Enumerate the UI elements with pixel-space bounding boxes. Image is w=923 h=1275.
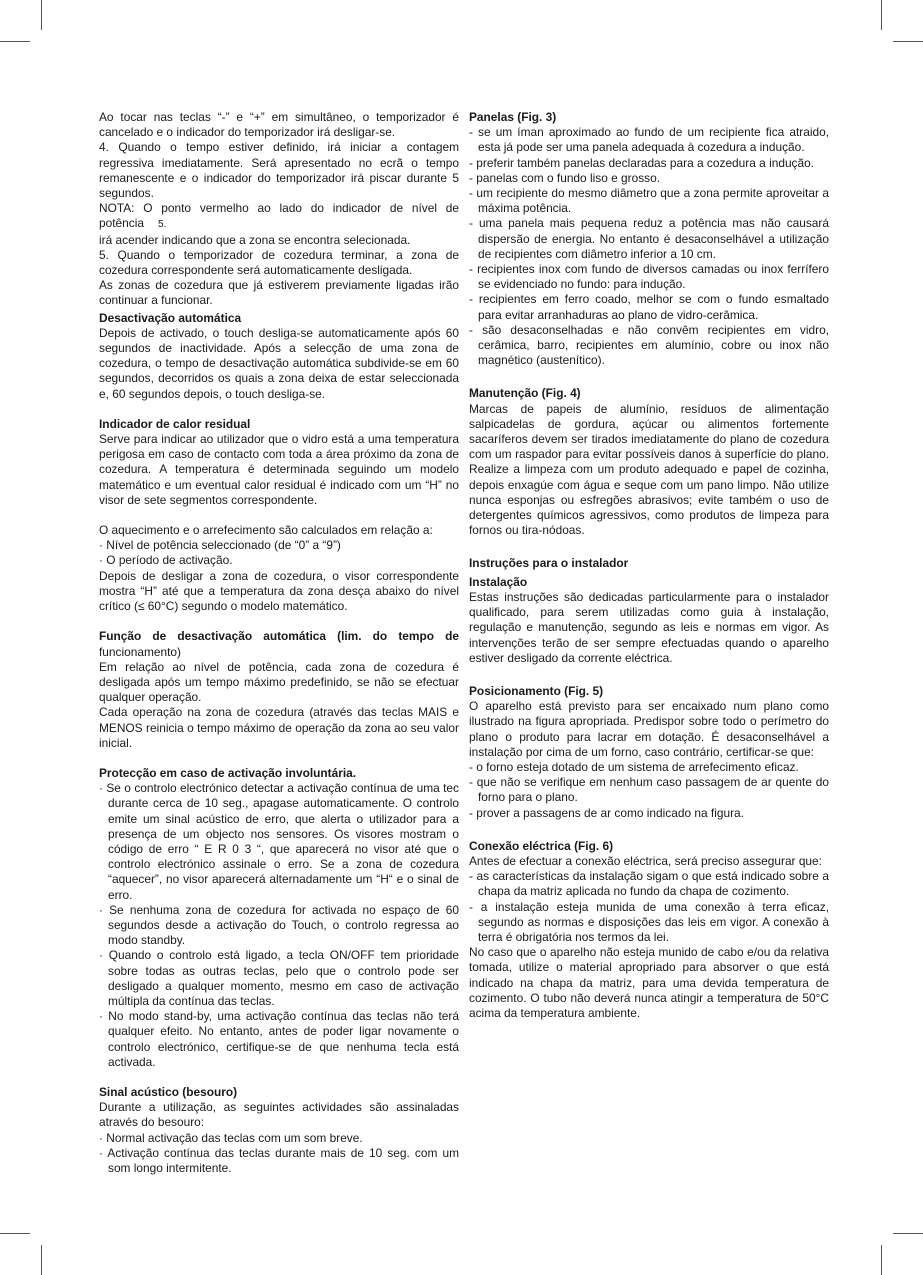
pans-item: - preferir também panelas declaradas para a cozedura a indução. — [469, 155, 815, 170]
electrical-after: No caso que o aparelho não esteja munido de cabo e/ou da relativa tomada, utilize o material apropriado para absorver o que está indicado na chapa da matriz, para uma devida temperatura de cozimento. O tubo não deverá nunca atingir a temperatura de 50°C acima da temperatura ambiente. — [469, 945, 829, 1020]
pans-item: - uma panela mais pequena reduz a potência mas não causará dispersão de energia. No entanto é desaconselhável a utilização de recipientes com diâmetro inferior a 10 cm. — [469, 216, 829, 261]
calc-intro: O aquecimento e o arrefecimento são calculados em relação a: — [99, 523, 433, 538]
pans-item: - recipientes inox com fundo de diversos camadas ou inox ferrífero se evidenciado no fundo: para indução. — [469, 262, 829, 292]
crop-mark-top-right-h — [893, 41, 923, 42]
electrical-text: Antes de efectuar a conexão eléctrica, será preciso assegurar que: — [469, 853, 822, 868]
buzzer-heading: Sinal acústico (besouro) — [99, 1084, 238, 1099]
timer-note-text-b: irá acender indicando que a zona se encontra selecionada. — [99, 232, 411, 247]
positioning-item: - prover a passagens de ar como indicado na figura. — [469, 805, 744, 820]
crop-mark-top-left-h — [0, 41, 30, 42]
protection-item: · Quando o controlo está ligado, a tecla ON/OFF tem prioridade sobre todas as outras teclas, pelo que o controlo pode ser desligado a qualquer momento, mesmo em caso de activação múltipla da contínua das teclas. — [99, 948, 459, 1008]
left-column — [99, 110, 459, 1176]
power-level-dot-symbol: 5. — [157, 219, 167, 231]
auto-limit-text-1: Em relação ao nível de potência, cada zona de cozedura é desligada após um tempo máximo predefinido, se não se efectuar qualquer operação. — [99, 659, 459, 705]
auto-off-heading: Desactivação automática — [99, 310, 242, 325]
installer-heading: Instruções para o instalador — [469, 556, 629, 571]
buzzer-text: Durante a utilização, as seguintes actividades são assinaladas através do besouro: — [99, 1100, 459, 1130]
timer-paragraph-end: 5. Quando o temporizador de cozedura terminar, a zona de cozedura correspondente será automaticamente desligada. — [99, 247, 459, 278]
timer-paragraph-cancel: Ao tocar nas teclas “-” e “+” em simultâneo, o temporizador é cancelado e o indicador do temporizador irá desligar-se. — [99, 110, 459, 140]
positioning-heading: Posicionamento (Fig. 5) — [469, 683, 604, 698]
positioning-item: - o forno esteja dotado de um sistema de arrefecimento eficaz. — [469, 759, 799, 774]
pans-item: - um recipiente do mesmo diâmetro que a zona permite aproveitar a máxima potência. — [469, 186, 829, 216]
protection-item: · Se o controlo electrónico detectar a activação contínua de uma tec durante cerca de 10 seg., apagase automaticamente. O controlo emite um sinal acústico de erro, que alerta o utilizador para a presença de um objecto nos sensores. Os visores mostram o código de erro “ E R 0 3 “, que aparecerá no visor até que o controlo electrónico assinale o erro. Se a zona de cozedura “aquecer”, no visor aparecerá alternadamente um “H“ e o sinal de erro. — [99, 781, 459, 902]
calc-item: · O período de activação. — [99, 553, 233, 568]
pans-heading: Panelas (Fig. 3) — [469, 110, 557, 124]
auto-limit-text-2: Cada operação na zona de cozedura (através das teclas MAIS e MENOS reinicia o tempo máximo de operação da zona ao seu valor inicial. — [99, 705, 459, 750]
crop-mark-bottom-right-v — [881, 1245, 882, 1275]
electrical-item: - a instalação esteja munida de uma conexão à terra eficaz, segundo as normas e disposições das leis em vigor. A conexão à terra é obrigatória nos termos da lei. — [469, 899, 829, 944]
crop-mark-bottom-right-h — [893, 1233, 923, 1234]
pans-item: - são desaconselhadas e não convêm recipientes em vidro, cerâmica, barro, recipientes em alumínio, cobre ou inox não magnético (austenítico). — [469, 322, 829, 368]
pans-item: - panelas com o fundo liso e grosso. — [469, 170, 661, 185]
protection-item: · No modo stand-by, uma activação contínua das teclas não terá qualquer efeito. No entanto, antes de poder ligar novamente o controlo electrónico, certifique-se de que nenhuma tecla está activada. — [99, 1009, 459, 1069]
installation-heading: Instalação — [469, 574, 528, 589]
protection-item: · Se nenhuma zona de cozedura for activada no espaço de 60 segundos desde a activação do Touch, o controlo regressa ao modo standby. — [99, 902, 459, 948]
maintenance-heading: Manutenção (Fig. 4) — [469, 386, 581, 401]
crop-mark-bottom-left-v — [41, 1245, 42, 1275]
pans-item: - se um íman aproximado ao fundo de um recipiente fica atraido, esta já pode ser uma panela adequada à cozedura a indução. — [469, 125, 829, 155]
timer-paragraph-zones: As zonas de cozedura que já estiverem previamente ligadas irão continuar a funcionar. — [99, 278, 459, 308]
buzzer-item: · Normal activação das teclas com um som breve. — [99, 1130, 363, 1145]
protection-heading: Protecção em caso de activação involuntária. — [99, 765, 357, 780]
timer-note-text-a: NOTA: O ponto vermelho ao lado do indicador de nível de potência — [99, 201, 459, 231]
positioning-item: - que não se verifique em nenhum caso passagem de ar quente do forno para o plano. — [469, 775, 829, 805]
auto-off-text: Depois de activado, o touch desliga-se automaticamente após 60 segundos de inactividade. Após a selecção de uma zona de cozedura, o tempo de desactivação automática subdivide-se em 60 segundos, decorridos os quais a zona deixa de estar seleccionada e, 60 segundos depois, o touch desliga-se. — [99, 325, 459, 401]
installation-text: Estas instruções são dedicadas particularmente para o instalador qualificado, para serem utilizadas como guia à instalação, regulação e manutenção, segundo as leis e normas em vigor. As intervenções terão de ser sempre efectuadas quando o aparelho estiver desligado da corrente eléctrica. — [469, 589, 829, 665]
auto-limit-heading-cont: funcionamento) — [99, 644, 181, 659]
crop-mark-bottom-left-h — [0, 1233, 30, 1234]
timer-note — [99, 201, 459, 248]
timer-paragraph-countdown: 4. Quando o tempo estiver definido, irá iniciar a contagem regressiva imediatamente. Será apresentado no ecrã o tempo remanescente e o indicador do temporizador irá piscar durante 5 segundos. — [99, 140, 459, 201]
pans-item: - recipientes em ferro coado, melhor se com o fundo esmaltado para evitar arranhaduras ao plano de vidro-cerâmica. — [469, 292, 829, 322]
auto-limit-heading: Função de desactivação automática (lim. do tempo de — [99, 629, 459, 644]
residual-heat-heading: Indicador de calor residual — [99, 416, 251, 431]
buzzer-item: · Activação contínua das teclas durante mais de 10 seg. com um som longo intermitente. — [99, 1145, 459, 1175]
calc-after: Depois de desligar a zona de cozedura, o visor correspondente mostra “H” até que a temperatura da zona desça abaixo do nível crítico (≤ 60°C) segundo o modelo matemático. — [99, 568, 459, 614]
calc-item: · Nível de potência seleccionado (de “0” a “9”) — [99, 538, 341, 553]
electrical-item: - as características da instalação sigam o que está indicado sobre a chapa da matriz aplicada no fundo da chapa de cozimento. — [469, 869, 829, 899]
right-column — [469, 110, 829, 1021]
electrical-heading: Conexão eléctrica (Fig. 6) — [469, 838, 614, 853]
maintenance-text: Marcas de papeis de alumínio, resíduos de alimentação salpicadelas de gordura, açúcar ou alimentos fortemente sacaríferos devem ser tirados imediatamente do plano de cozedura com um raspador para evitar possíveis danos à superfície do plano. Realize a limpeza com um produto adequado e papel de cozinha, depois enxagúe com água e seque com um pano limpo. Não utilize nunca esponjas ou esfregões abrasivos; evite também o uso de detergentes químicos agressivos, como produtos de limpeza para fornos ou tira-nódoas. — [469, 401, 829, 538]
crop-mark-top-right-v — [881, 0, 882, 30]
crop-mark-top-left-v — [41, 0, 42, 30]
residual-heat-text: Serve para indicar ao utilizador que o vidro está a uma temperatura perigosa em caso de contacto com toda a área próximo da zona de cozedura. A temperatura é determinada seguindo um modelo matemático e um eventual calor residual é indicado com um “H” no visor de sete segmentos correspondente. — [99, 432, 459, 507]
positioning-text: O aparelho está previsto para ser encaixado num plano como ilustrado na figura apropriada. Predispor sobre todo o perímetro do plano o produto para lacrar em dotação. É desaconselhável a instalação por cima de um forno, caso contrário, certificar-se que: — [469, 699, 829, 759]
